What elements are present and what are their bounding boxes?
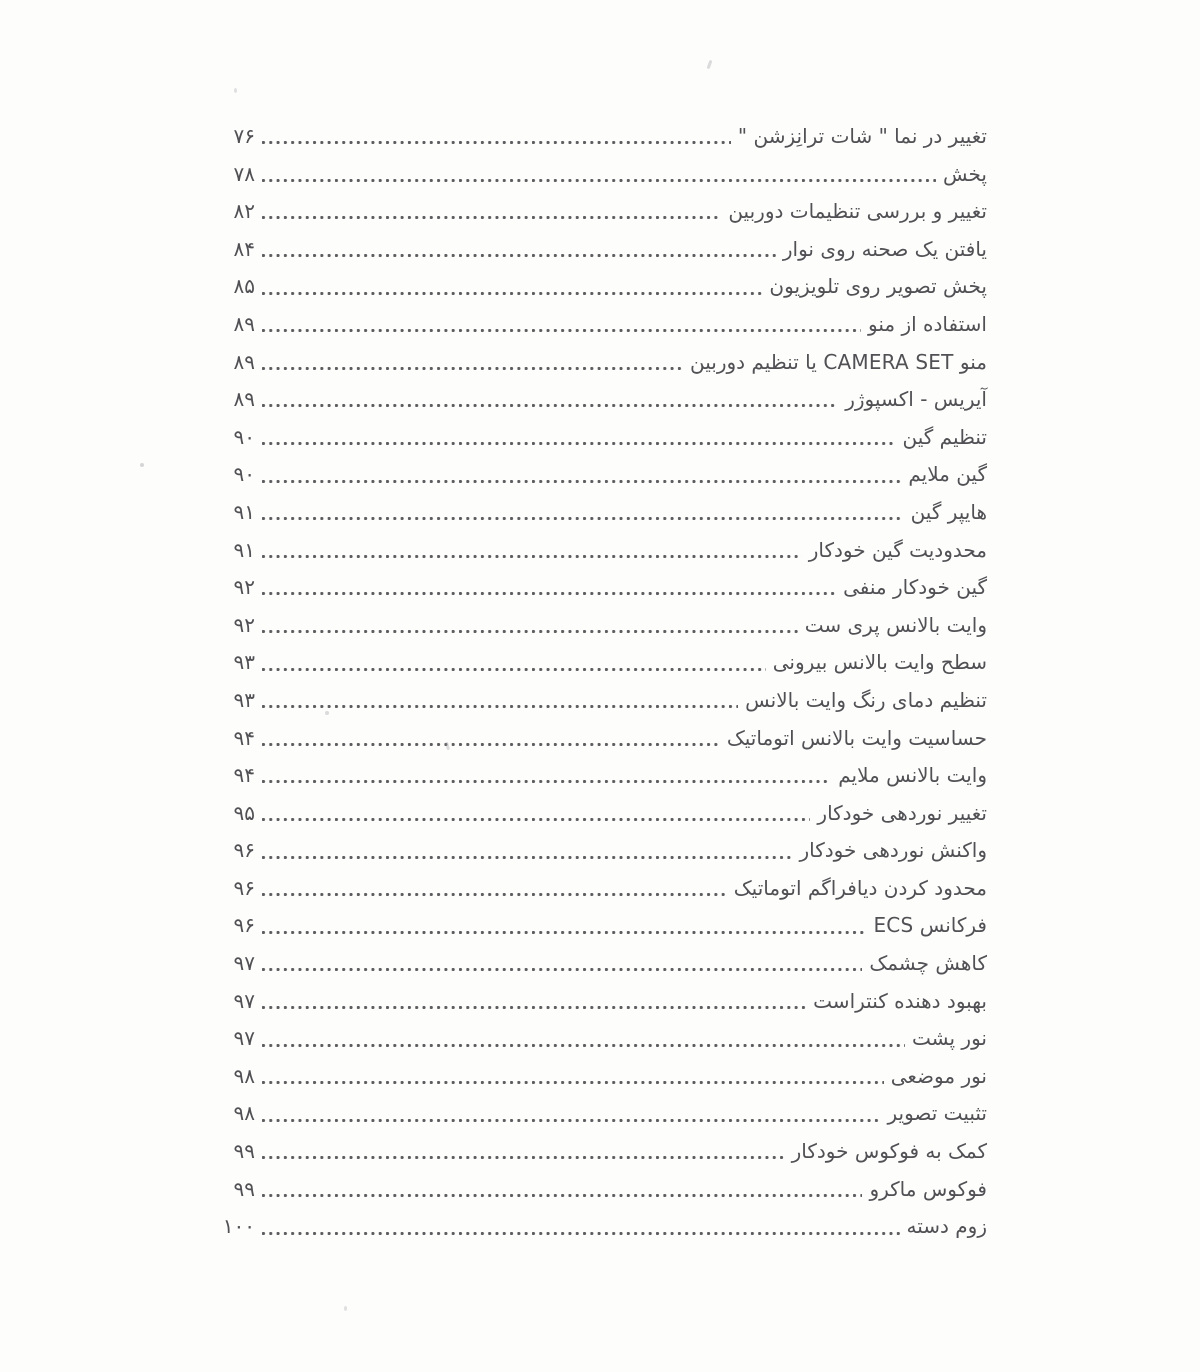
dotted-leader [262, 532, 802, 570]
scan-speck [140, 463, 144, 467]
dotted-leader [262, 419, 896, 457]
toc-entry-title: آیریس - اکسپوژر [845, 387, 987, 412]
toc-entry-page-number: ۹۳ [233, 650, 255, 675]
toc-entry-page-number: ۹۵ [233, 800, 255, 825]
dotted-leader [262, 456, 901, 494]
toc-entry-title: نور موضعی [890, 1063, 987, 1088]
toc-entry-title: گین خودکار منفی [843, 575, 987, 600]
dotted-leader [262, 118, 731, 156]
dotted-leader [262, 757, 831, 795]
toc-entry-page-number: ۹۰ [233, 424, 255, 449]
toc-entry [200, 532, 987, 570]
toc-entry-page-number: ۹۷ [233, 1026, 255, 1051]
toc-entry [200, 156, 987, 194]
toc-entry [200, 344, 987, 382]
toc-entry [200, 682, 987, 720]
toc-entry-page-number: ۹۲ [233, 575, 255, 600]
toc-entry [200, 1095, 987, 1133]
dotted-leader [262, 644, 766, 682]
toc-entry-title: فوکوس ماکرو [869, 1176, 987, 1201]
toc-entry-page-number: ۹۲ [233, 612, 255, 637]
dotted-leader [262, 494, 904, 532]
toc-entry-title: کاهش چشمک [869, 951, 987, 976]
dotted-leader [262, 193, 721, 231]
toc-entry-page-number: ۹۹ [233, 1139, 255, 1164]
toc-entry-page-number: ۹۸ [233, 1063, 255, 1088]
toc-entry-title: محدود کردن دیافراگم اتوماتیک [733, 875, 987, 900]
dotted-leader [262, 832, 792, 870]
toc-entry-title: پخش [943, 161, 987, 186]
toc-entry-page-number: ۹۸ [233, 1101, 255, 1126]
toc-entry-title: تنظیم دمای رنگ وایت بالانس [745, 687, 987, 712]
toc-entry-page-number: ۹۶ [233, 913, 255, 938]
toc-entry-page-number: ۹۱ [233, 499, 255, 524]
toc-entry [200, 1058, 987, 1096]
toc-entry-title: استفاده از منو [868, 311, 987, 336]
toc-entry-page-number: ۹۰ [233, 462, 255, 487]
toc-entry-title: فرکانس ECS [873, 913, 987, 938]
toc-entry-page-number: ۹۴ [233, 725, 255, 750]
toc-entry [200, 945, 987, 983]
toc-entry [200, 757, 987, 795]
dotted-leader [262, 682, 738, 720]
toc-entry-page-number: ۷۸ [233, 161, 255, 186]
toc-entry [200, 1208, 987, 1246]
toc-entry-page-number: ۸۹ [233, 387, 255, 412]
dotted-leader [262, 1058, 884, 1096]
toc-entry-page-number: ۱۰۰ [222, 1214, 255, 1239]
toc-entry-title: وایت بالانس ملایم [838, 763, 987, 788]
toc-entry-page-number: ۹۱ [233, 537, 255, 562]
dotted-leader [262, 268, 762, 306]
toc-entry-page-number: ۸۴ [233, 236, 255, 261]
toc-entry-page-number: ۸۹ [233, 349, 255, 374]
toc-entry-title: تنظیم گین [902, 424, 987, 449]
dotted-leader [262, 1095, 880, 1133]
toc-entry-title: هایپر گین [910, 499, 987, 524]
toc-entry-title: واکنش نوردهی خودکار [799, 838, 987, 863]
dotted-leader [262, 344, 683, 382]
toc-entry-page-number: ۹۳ [233, 687, 255, 712]
toc-entry [200, 1133, 987, 1171]
dotted-leader [262, 870, 727, 908]
toc-entry-page-number: ۸۲ [233, 199, 255, 224]
dotted-leader [262, 607, 798, 645]
toc-entry [200, 832, 987, 870]
toc-entry-title: وایت بالانس پری ست [804, 612, 987, 637]
toc-entry-page-number: ۸۹ [233, 311, 255, 336]
toc-entry-page-number: ۹۷ [233, 951, 255, 976]
toc-entry [200, 795, 987, 833]
toc-entry-title: کمک به فوکوس خودکار [791, 1139, 987, 1164]
dotted-leader [262, 907, 866, 945]
toc-entry-page-number: ۹۹ [233, 1176, 255, 1201]
toc-entry [200, 419, 987, 457]
toc-entry [200, 983, 987, 1021]
toc-entry-title: تغییر نوردهی خودکار [817, 800, 987, 825]
dotted-leader [262, 795, 810, 833]
dotted-leader [262, 1133, 785, 1171]
toc-entry-page-number: ۹۶ [233, 875, 255, 900]
toc-entry [200, 720, 987, 758]
dotted-leader [262, 231, 776, 269]
toc-entry-title: نور پشت [912, 1026, 987, 1051]
toc-entry-title: تثبیت تصویر [887, 1101, 987, 1126]
dotted-leader [262, 945, 862, 983]
toc-entry-title: یافتن یک صحنه روی نوار [782, 236, 987, 261]
toc-entry-page-number: ۸۵ [233, 274, 255, 299]
toc-entry [200, 306, 987, 344]
scan-speck [325, 711, 329, 715]
toc-entry [200, 231, 987, 269]
toc-entry [200, 1171, 987, 1209]
toc-entry [200, 118, 987, 156]
toc-entry-title: زوم دسته [906, 1214, 987, 1239]
toc-entry [200, 456, 987, 494]
toc-entry-title: منو CAMERA SET یا تنظیم دوربین [690, 349, 987, 374]
toc-entry [200, 644, 987, 682]
toc-entry-title: سطح وایت بالانس بیرونی [772, 650, 987, 675]
scan-speck [344, 1306, 347, 1311]
dotted-leader [262, 983, 806, 1021]
toc-entry-page-number: ۷۶ [233, 124, 255, 148]
dotted-leader [262, 569, 836, 607]
toc-entry [200, 494, 987, 532]
toc-entry-page-number: ۹۶ [233, 838, 255, 863]
toc-entry [200, 1020, 987, 1058]
toc-entry-title: بهبود دهنده کنتراست [813, 988, 987, 1013]
dotted-leader [262, 1020, 905, 1058]
toc-entry-title: تغییر در نما " شات ترانِزشن " [737, 124, 987, 148]
toc-entry [200, 268, 987, 306]
dotted-leader [262, 1208, 900, 1246]
toc-entry [200, 870, 987, 908]
dotted-leader [262, 1171, 862, 1209]
toc-entry [200, 607, 987, 645]
dotted-leader [262, 720, 720, 758]
toc-entry-page-number: ۹۴ [233, 763, 255, 788]
toc-entry-title: گین ملایم [908, 462, 987, 487]
toc-entry-title: تغییر و بررسی تنظیمات دوربین [728, 199, 987, 224]
dotted-leader [262, 381, 838, 419]
toc-entry-title: حساسیت وایت بالانس اتوماتیک [726, 725, 987, 750]
dotted-leader [262, 156, 936, 194]
toc-entry [200, 907, 987, 945]
toc-entry [200, 193, 987, 231]
scan-speck [234, 88, 237, 93]
toc-entry-page-number: ۹۷ [233, 988, 255, 1013]
toc-entry-title: پخش تصویر روی تلویزیون [769, 274, 987, 299]
toc-entry-title: محدودیت گین خودکار [808, 537, 987, 562]
toc-entry [200, 569, 987, 607]
dotted-leader [262, 306, 861, 344]
toc-entry [200, 381, 987, 419]
